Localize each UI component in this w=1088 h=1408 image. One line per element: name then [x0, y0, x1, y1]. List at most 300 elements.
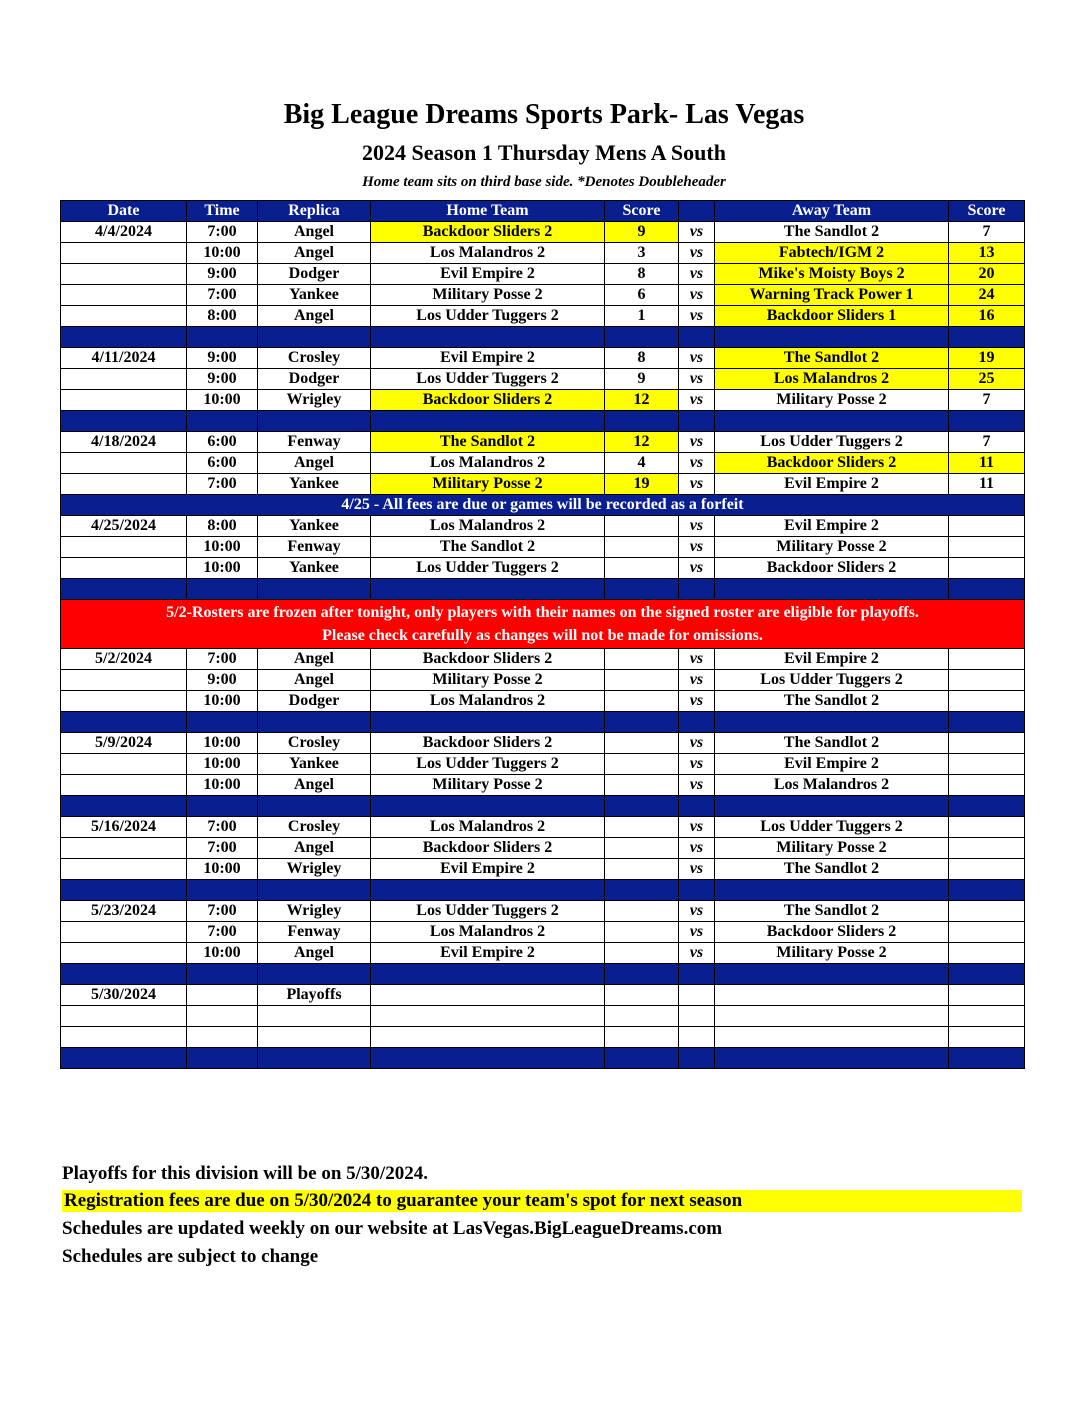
vs-label: vs [679, 285, 715, 306]
away-team: Evil Empire 2 [715, 754, 949, 775]
table-row [61, 474, 1025, 495]
home-team [371, 985, 605, 1006]
vs-label: vs [679, 474, 715, 495]
game-time: 7:00 [187, 649, 258, 670]
away-score [949, 775, 1025, 796]
game-time: 10:00 [187, 859, 258, 880]
home-team [371, 1006, 605, 1027]
game-field: Fenway [258, 922, 371, 943]
separator-cell [949, 880, 1025, 901]
separator-cell [715, 1048, 949, 1069]
separator-cell [715, 579, 949, 600]
separator-cell [715, 796, 949, 817]
away-team: Backdoor Sliders 2 [715, 922, 949, 943]
separator-cell [605, 411, 679, 432]
game-field: Angel [258, 775, 371, 796]
game-date [61, 306, 187, 327]
separator-cell [949, 796, 1025, 817]
away-score [949, 817, 1025, 838]
notice-row [61, 495, 1025, 516]
separator-cell [371, 411, 605, 432]
col-header-away-score: Score [949, 201, 1025, 222]
home-score [605, 649, 679, 670]
separator-cell [715, 327, 949, 348]
vs-label: vs [679, 733, 715, 754]
home-score: 3 [605, 243, 679, 264]
separator-cell [187, 411, 258, 432]
game-field: Dodger [258, 369, 371, 390]
home-team: Los Udder Tuggers 2 [371, 754, 605, 775]
game-date [61, 558, 187, 579]
separator-row [61, 880, 1025, 901]
game-date [61, 1027, 187, 1048]
vs-label: vs [679, 516, 715, 537]
away-score [949, 901, 1025, 922]
separator-cell [187, 1048, 258, 1069]
schedule-table [60, 200, 1025, 1069]
home-score [605, 922, 679, 943]
col-header-vs [679, 201, 715, 222]
game-time [187, 1006, 258, 1027]
table-row [61, 1006, 1025, 1027]
vs-label: vs [679, 754, 715, 775]
vs-label: vs [679, 943, 715, 964]
home-team: Backdoor Sliders 2 [371, 649, 605, 670]
separator-cell [679, 579, 715, 600]
home-score [605, 516, 679, 537]
separator-cell [679, 327, 715, 348]
game-field: Playoffs [258, 985, 371, 1006]
table-row [61, 285, 1025, 306]
footer-registration: Registration fees are due on 5/30/2024 to guarantee your team's spot for next season [62, 1190, 1022, 1212]
away-team: Los Udder Tuggers 2 [715, 432, 949, 453]
vs-label: vs [679, 775, 715, 796]
col-header-date: Date [61, 201, 187, 222]
game-time: 10:00 [187, 943, 258, 964]
separator-row [61, 411, 1025, 432]
home-score [605, 943, 679, 964]
game-field: Yankee [258, 754, 371, 775]
home-team: Los Udder Tuggers 2 [371, 369, 605, 390]
separator-cell [258, 796, 371, 817]
separator-cell [605, 1048, 679, 1069]
separator-cell [371, 880, 605, 901]
separator-cell [371, 1048, 605, 1069]
home-team: Backdoor Sliders 2 [371, 733, 605, 754]
home-team: Military Posse 2 [371, 285, 605, 306]
game-field [258, 1027, 371, 1048]
game-date [61, 474, 187, 495]
game-field: Crosley [258, 348, 371, 369]
away-score [949, 838, 1025, 859]
separator-cell [605, 796, 679, 817]
game-date [61, 670, 187, 691]
table-row [61, 1027, 1025, 1048]
col-header-away-team: Away Team [715, 201, 949, 222]
game-field: Fenway [258, 537, 371, 558]
away-team: Warning Track Power 1 [715, 285, 949, 306]
game-time: 9:00 [187, 348, 258, 369]
away-team: Backdoor Sliders 1 [715, 306, 949, 327]
home-team: The Sandlot 2 [371, 537, 605, 558]
game-date [61, 859, 187, 880]
away-score: 24 [949, 285, 1025, 306]
game-time: 7:00 [187, 838, 258, 859]
separator-cell [187, 796, 258, 817]
home-team: The Sandlot 2 [371, 432, 605, 453]
separator-cell [258, 327, 371, 348]
game-date: 5/23/2024 [61, 901, 187, 922]
table-row [61, 670, 1025, 691]
separator-cell [605, 579, 679, 600]
vs-label: vs [679, 922, 715, 943]
away-score: 7 [949, 432, 1025, 453]
vs-label: vs [679, 859, 715, 880]
separator-cell [949, 712, 1025, 733]
col-header-replica: Replica [258, 201, 371, 222]
table-row [61, 369, 1025, 390]
separator-cell [61, 1048, 187, 1069]
away-score [949, 649, 1025, 670]
table-row [61, 264, 1025, 285]
vs-label: vs [679, 243, 715, 264]
table-row [61, 817, 1025, 838]
game-time: 10:00 [187, 537, 258, 558]
table-row [61, 306, 1025, 327]
vs-label [679, 1006, 715, 1027]
home-team: Backdoor Sliders 2 [371, 222, 605, 243]
separator-cell [679, 796, 715, 817]
game-field: Yankee [258, 558, 371, 579]
separator-cell [187, 579, 258, 600]
separator-cell [605, 880, 679, 901]
home-score: 9 [605, 369, 679, 390]
separator-cell [949, 327, 1025, 348]
footer-website: Schedules are updated weekly on our website at LasVegas.BigLeagueDreams.com [62, 1218, 723, 1239]
away-score: 20 [949, 264, 1025, 285]
page-subtitle: 2024 Season 1 Thursday Mens A South [362, 140, 726, 165]
separator-cell [187, 327, 258, 348]
game-time: 10:00 [187, 691, 258, 712]
schedule-note: Home team sits on third base side. *Denotes Doubleheader [362, 174, 726, 190]
home-team: Los Udder Tuggers 2 [371, 558, 605, 579]
home-score: 8 [605, 348, 679, 369]
game-time: 7:00 [187, 922, 258, 943]
away-score [949, 733, 1025, 754]
separator-cell [61, 964, 187, 985]
away-team: The Sandlot 2 [715, 691, 949, 712]
away-score [949, 859, 1025, 880]
vs-label: vs [679, 390, 715, 411]
home-team: Backdoor Sliders 2 [371, 838, 605, 859]
home-team: Los Malandros 2 [371, 691, 605, 712]
game-date: 5/9/2024 [61, 733, 187, 754]
col-header-home-score: Score [605, 201, 679, 222]
footer-disclaimer: Schedules are subject to change [62, 1246, 319, 1267]
away-score: 16 [949, 306, 1025, 327]
game-time: 7:00 [187, 817, 258, 838]
table-row [61, 516, 1025, 537]
vs-label: vs [679, 838, 715, 859]
game-time: 10:00 [187, 754, 258, 775]
vs-label: vs [679, 670, 715, 691]
game-date [61, 691, 187, 712]
away-team: Mike's Moisty Boys 2 [715, 264, 949, 285]
game-date [61, 754, 187, 775]
separator-cell [715, 964, 949, 985]
table-row [61, 348, 1025, 369]
separator-cell [949, 579, 1025, 600]
vs-label: vs [679, 453, 715, 474]
home-team: Los Malandros 2 [371, 453, 605, 474]
vs-label: vs [679, 432, 715, 453]
vs-label [679, 985, 715, 1006]
table-row [61, 390, 1025, 411]
vs-label: vs [679, 901, 715, 922]
away-team: Military Posse 2 [715, 943, 949, 964]
table-row [61, 691, 1025, 712]
home-score [605, 1027, 679, 1048]
away-team: Military Posse 2 [715, 838, 949, 859]
table-row [61, 432, 1025, 453]
game-field: Crosley [258, 733, 371, 754]
away-score [949, 670, 1025, 691]
table-row [61, 222, 1025, 243]
separator-cell [258, 411, 371, 432]
home-score: 1 [605, 306, 679, 327]
game-date: 4/18/2024 [61, 432, 187, 453]
separator-cell [61, 712, 187, 733]
game-date: 5/2/2024 [61, 649, 187, 670]
game-date [61, 537, 187, 558]
game-date [61, 838, 187, 859]
separator-cell [605, 712, 679, 733]
game-field: Dodger [258, 264, 371, 285]
game-field: Angel [258, 943, 371, 964]
header-row [61, 201, 1025, 222]
game-date [61, 390, 187, 411]
away-score: 25 [949, 369, 1025, 390]
away-team: Evil Empire 2 [715, 474, 949, 495]
separator-cell [371, 712, 605, 733]
separator-cell [371, 964, 605, 985]
game-field: Yankee [258, 285, 371, 306]
home-score: 12 [605, 432, 679, 453]
home-score: 6 [605, 285, 679, 306]
away-score [949, 691, 1025, 712]
game-date: 5/30/2024 [61, 985, 187, 1006]
home-team: Evil Empire 2 [371, 264, 605, 285]
vs-label: vs [679, 306, 715, 327]
home-team: Los Malandros 2 [371, 243, 605, 264]
game-time: 8:00 [187, 516, 258, 537]
separator-cell [949, 411, 1025, 432]
home-score: 12 [605, 390, 679, 411]
game-time: 7:00 [187, 222, 258, 243]
separator-row [61, 579, 1025, 600]
home-team: Military Posse 2 [371, 474, 605, 495]
home-score [605, 733, 679, 754]
away-team: The Sandlot 2 [715, 859, 949, 880]
home-score [605, 901, 679, 922]
away-score [949, 1006, 1025, 1027]
game-time: 9:00 [187, 369, 258, 390]
vs-label: vs [679, 649, 715, 670]
vs-label [679, 1027, 715, 1048]
game-field: Crosley [258, 817, 371, 838]
roster-alert [61, 600, 1025, 649]
separator-cell [605, 964, 679, 985]
separator-cell [61, 880, 187, 901]
separator-cell [679, 1048, 715, 1069]
away-team [715, 1006, 949, 1027]
table-row [61, 985, 1025, 1006]
game-time: 7:00 [187, 474, 258, 495]
away-team: The Sandlot 2 [715, 222, 949, 243]
home-team: Military Posse 2 [371, 775, 605, 796]
game-field: Dodger [258, 691, 371, 712]
game-time: 6:00 [187, 432, 258, 453]
game-field: Angel [258, 222, 371, 243]
table-row [61, 943, 1025, 964]
home-team: Evil Empire 2 [371, 348, 605, 369]
game-field: Fenway [258, 432, 371, 453]
footer-playoffs: Playoffs for this division will be on 5/30/2024. [62, 1163, 428, 1184]
away-score [949, 558, 1025, 579]
home-score [605, 817, 679, 838]
col-header-home-team: Home Team [371, 201, 605, 222]
game-field: Angel [258, 649, 371, 670]
away-team: Los Malandros 2 [715, 369, 949, 390]
game-field: Angel [258, 838, 371, 859]
game-time [187, 985, 258, 1006]
table-row [61, 775, 1025, 796]
game-date [61, 775, 187, 796]
game-time: 10:00 [187, 775, 258, 796]
game-date [61, 264, 187, 285]
game-date: 5/16/2024 [61, 817, 187, 838]
game-time: 10:00 [187, 558, 258, 579]
away-team: Los Udder Tuggers 2 [715, 670, 949, 691]
home-score [605, 985, 679, 1006]
separator-cell [715, 411, 949, 432]
separator-cell [949, 1048, 1025, 1069]
game-field: Yankee [258, 516, 371, 537]
home-score [605, 537, 679, 558]
home-team: Los Malandros 2 [371, 817, 605, 838]
separator-cell [258, 579, 371, 600]
game-date: 4/4/2024 [61, 222, 187, 243]
separator-cell [371, 579, 605, 600]
vs-label: vs [679, 369, 715, 390]
table-row [61, 558, 1025, 579]
home-score [605, 775, 679, 796]
game-field: Angel [258, 670, 371, 691]
separator-row [61, 327, 1025, 348]
game-time: 9:00 [187, 264, 258, 285]
separator-cell [679, 411, 715, 432]
separator-cell [61, 579, 187, 600]
separator-cell [715, 880, 949, 901]
home-score: 4 [605, 453, 679, 474]
home-score [605, 838, 679, 859]
schedule-body [61, 222, 1025, 1069]
home-team: Los Malandros 2 [371, 516, 605, 537]
home-score: 9 [605, 222, 679, 243]
game-date [61, 1006, 187, 1027]
away-team: Evil Empire 2 [715, 649, 949, 670]
separator-row [61, 796, 1025, 817]
away-team: Evil Empire 2 [715, 516, 949, 537]
separator-row [61, 1048, 1025, 1069]
separator-cell [679, 712, 715, 733]
table-row [61, 649, 1025, 670]
away-team [715, 1027, 949, 1048]
game-date: 4/25/2024 [61, 516, 187, 537]
separator-cell [258, 1048, 371, 1069]
home-team [371, 1027, 605, 1048]
game-field: Wrigley [258, 901, 371, 922]
game-date [61, 285, 187, 306]
game-time: 10:00 [187, 733, 258, 754]
separator-cell [949, 964, 1025, 985]
home-team: Los Malandros 2 [371, 922, 605, 943]
away-team: Los Udder Tuggers 2 [715, 817, 949, 838]
home-team: Evil Empire 2 [371, 859, 605, 880]
vs-label: vs [679, 222, 715, 243]
game-date [61, 943, 187, 964]
game-time: 7:00 [187, 285, 258, 306]
vs-label: vs [679, 558, 715, 579]
separator-cell [605, 327, 679, 348]
game-date [61, 243, 187, 264]
separator-cell [61, 411, 187, 432]
col-header-time: Time [187, 201, 258, 222]
away-score [949, 537, 1025, 558]
vs-label: vs [679, 817, 715, 838]
home-team: Evil Empire 2 [371, 943, 605, 964]
game-field: Angel [258, 306, 371, 327]
home-score [605, 754, 679, 775]
away-team: Backdoor Sliders 2 [715, 558, 949, 579]
game-field: Wrigley [258, 390, 371, 411]
away-team: The Sandlot 2 [715, 733, 949, 754]
game-field: Angel [258, 453, 371, 474]
game-time: 9:00 [187, 670, 258, 691]
table-row [61, 922, 1025, 943]
table-row [61, 901, 1025, 922]
separator-cell [187, 964, 258, 985]
game-date [61, 922, 187, 943]
game-field [258, 1006, 371, 1027]
away-score: 7 [949, 390, 1025, 411]
table-row [61, 838, 1025, 859]
game-date: 4/11/2024 [61, 348, 187, 369]
separator-cell [258, 880, 371, 901]
away-score [949, 922, 1025, 943]
away-team [715, 985, 949, 1006]
table-row [61, 243, 1025, 264]
vs-label: vs [679, 348, 715, 369]
table-row [61, 754, 1025, 775]
separator-cell [715, 712, 949, 733]
game-time [187, 1027, 258, 1048]
away-team: Military Posse 2 [715, 537, 949, 558]
game-time: 10:00 [187, 243, 258, 264]
away-team: Fabtech/IGM 2 [715, 243, 949, 264]
vs-label: vs [679, 537, 715, 558]
separator-cell [371, 327, 605, 348]
